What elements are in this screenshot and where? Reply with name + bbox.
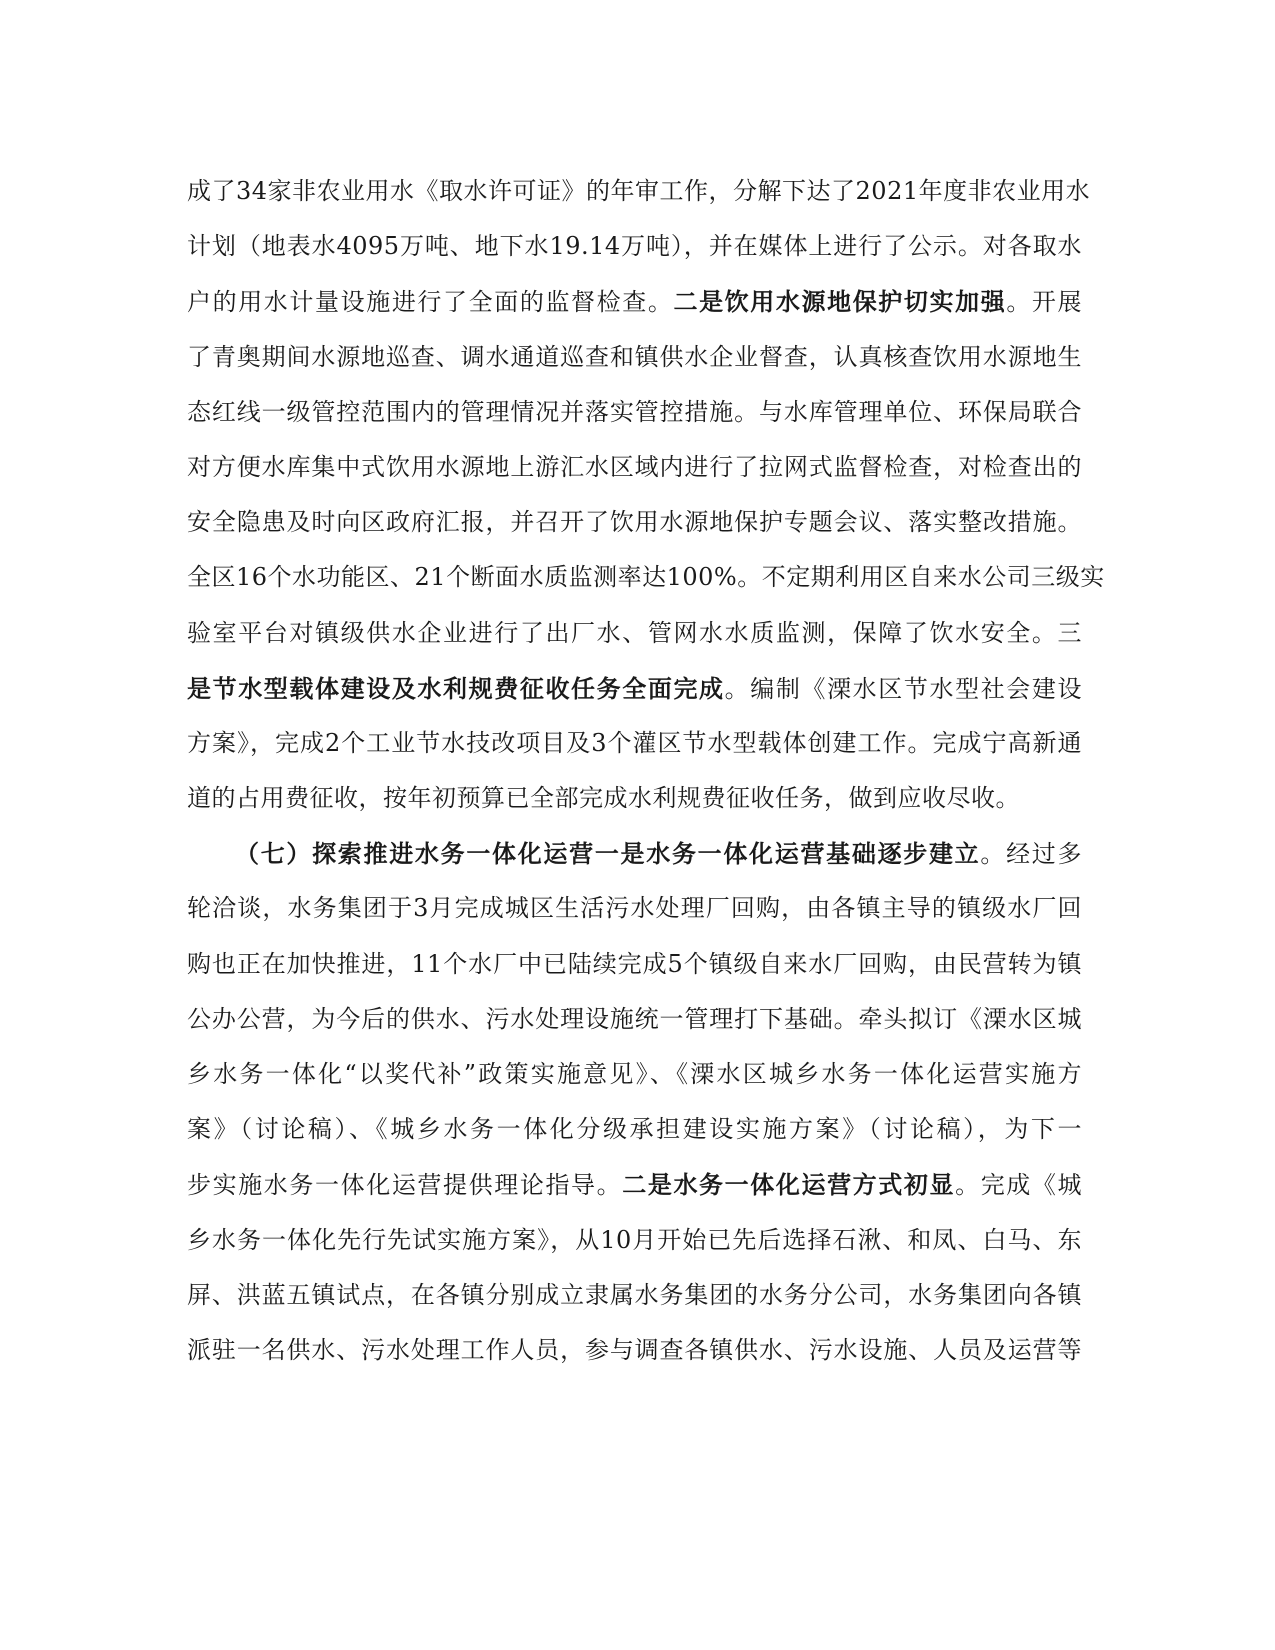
- text-run: 公办公营，为今后的供水、污水处理设施统一管理打下基础。牵头拟订《溧水区城: [187, 1004, 1082, 1033]
- bold-heading-text: 二是水务一体化运营方式初显: [622, 1170, 956, 1200]
- text-line: [187, 274, 1082, 329]
- text-line: [187, 937, 1082, 992]
- text-line: [187, 661, 1082, 716]
- text-run: 计划（地表水4095万吨、地下水19.14万吨），并在媒体上进行了公示。对各取水: [187, 232, 1082, 261]
- text-line: [187, 1047, 1082, 1102]
- text-run: 安全隐患及时向区政府汇报，并召开了饮用水源地保护专题会议、落实整改措施。: [187, 508, 1082, 537]
- text-run: 屏、洪蓝五镇试点，在各镇分别成立隶属水务集团的水务分公司，水务集团向各镇: [187, 1280, 1082, 1309]
- text-line: [187, 606, 1082, 661]
- text-line: [187, 716, 1082, 771]
- bold-heading-text: （七）探索推进水务一体化运营一是水务一体化运营基础逐步建立: [235, 839, 981, 869]
- text-line: [187, 219, 1082, 274]
- text-run: 对方便水库集中式饮用水源地上游汇水区域内进行了拉网式监督检查，对检查出的: [187, 452, 1082, 481]
- text-run: 户的用水计量设施进行了全面的监督检查。: [187, 288, 674, 317]
- text-line: [187, 1323, 1082, 1378]
- text-run: 态红线一级管控范围内的管理情况并落实管控措施。与水库管理单位、环保局联合: [187, 397, 1082, 426]
- text-run: 方案》，完成2个工业节水技改项目及3个灌区节水型载体创建工作。完成宁高新通: [187, 728, 1082, 757]
- text-run: 验室平台对镇级供水企业进行了出厂水、管网水水质监测，保障了饮水安全。三: [187, 618, 1082, 647]
- text-line: [187, 992, 1082, 1047]
- text-line: [187, 1157, 1082, 1212]
- text-line: [187, 1102, 1082, 1157]
- text-line: [187, 771, 1082, 826]
- text-line: [187, 440, 1082, 495]
- text-line: [187, 1213, 1082, 1268]
- text-line: [187, 385, 1082, 440]
- text-run: 。经过多: [980, 840, 1082, 869]
- text-run: 乡水务一体化“以奖代补”政策实施意见》、《溧水区城乡水务一体化运营实施方: [187, 1060, 1082, 1088]
- text-run: 派驻一名供水、污水处理工作人员，参与调查各镇供水、污水设施、人员及运营等: [187, 1335, 1082, 1364]
- text-run: 。编制《溧水区节水型社会建设: [724, 674, 1083, 703]
- text-run: 购也正在加快推进，11个水厂中已陆续完成5个镇级自来水厂回购，由民营转为镇: [187, 949, 1082, 978]
- text-run: 案》（讨论稿）、《城乡水务一体化分级承担建设实施方案》（讨论稿），为下一: [187, 1115, 1082, 1144]
- text-line: [187, 164, 1091, 219]
- text-run: 道的占用费征收，按年初预算已全部完成水利规费征收任务，做到应收尽收。: [187, 784, 1020, 813]
- text-run: 。开展: [1006, 288, 1083, 317]
- text-run: 。完成《城: [955, 1171, 1083, 1200]
- text-run: 轮洽谈，水务集团于3月完成城区生活污水处理厂回购，由各镇主导的镇级水厂回: [187, 894, 1082, 923]
- bold-heading-text: 二是饮用水源地保护切实加强: [673, 287, 1007, 317]
- body-text: [187, 164, 1105, 1378]
- text-line: [187, 495, 1082, 550]
- text-line: [187, 330, 1082, 385]
- text-run: 了青奥期间水源地巡查、调水通道巡查和镇供水企业督查，认真核查饮用水源地生: [187, 342, 1082, 371]
- text-line: [187, 1268, 1082, 1323]
- text-line: [187, 881, 1082, 936]
- text-line: [187, 826, 1082, 881]
- text-run: 乡水务一体化先行先试实施方案》，从10月开始已先后选择石湫、和凤、白马、东: [187, 1225, 1082, 1254]
- bold-heading-text: 是节水型载体建设及水利规费征收任务全面完成: [187, 673, 725, 703]
- text-run: 步实施水务一体化运营提供理论指导。: [187, 1171, 623, 1200]
- text-run: 成了34家非农业用水《取水许可证》的年审工作，分解下达了2021年度非农业用水: [187, 177, 1091, 205]
- text-run: 全区16个水功能区、21个断面水质监测率达100%。不定期利用区自来水公司三级实: [187, 563, 1105, 592]
- text-line: [187, 550, 1105, 605]
